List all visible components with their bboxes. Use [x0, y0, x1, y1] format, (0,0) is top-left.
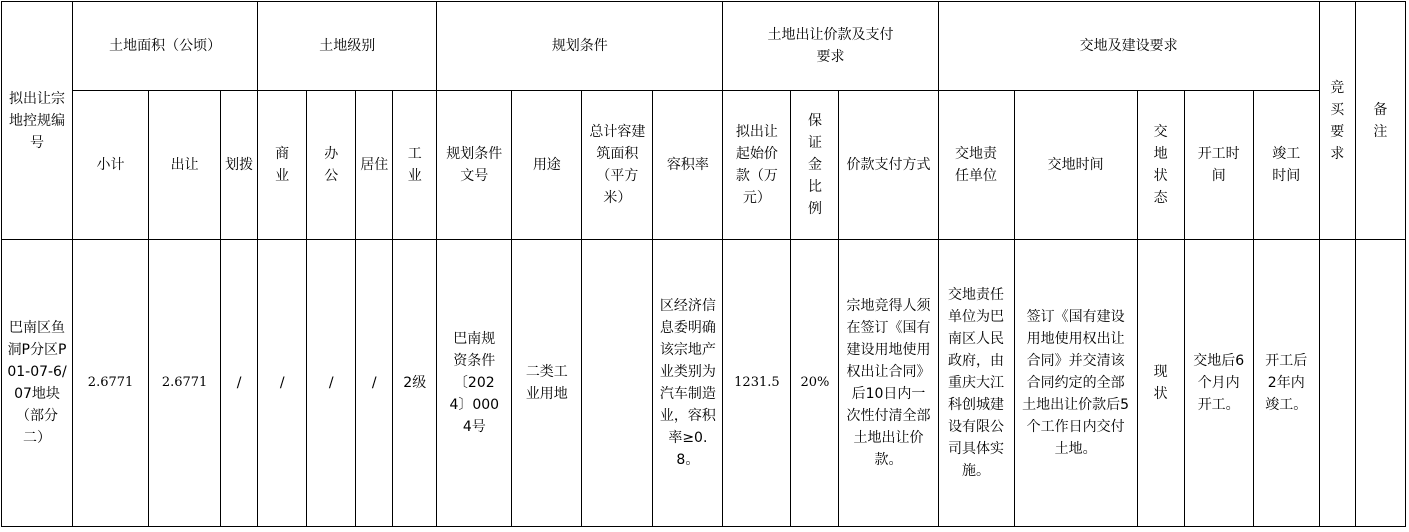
office-cell: / — [307, 240, 356, 527]
deposit-cell: 20% — [791, 240, 839, 527]
header-residential: 居住 — [356, 91, 393, 240]
header-parcel-id: 拟出让宗地控规编号 — [2, 2, 73, 240]
header-industrial: 工业 — [393, 91, 437, 240]
deliv-time-cell: 签订《国有建设用地使用权出让合同》并交清该合同约定的全部土地出让价款后5个工作日内交付土地。 — [1014, 240, 1137, 527]
complete-time-cell: 开工后2年内竣工。 — [1253, 240, 1319, 527]
header-office: 办公 — [307, 91, 356, 240]
residential-cell: / — [356, 240, 393, 527]
header-land-grade: 土地级别 — [258, 2, 437, 91]
allocate-cell: / — [221, 240, 258, 527]
header-resp-unit: 交地责任单位 — [938, 91, 1014, 240]
header-commercial: 商业 — [258, 91, 307, 240]
header-complete-time: 竣工时间 — [1253, 91, 1319, 240]
header-land-area: 土地面积（公顷） — [73, 2, 258, 91]
bidding-cell — [1319, 240, 1355, 527]
header-row-detail — [2, 91, 1406, 240]
header-row-group — [2, 2, 1406, 91]
header-delivery: 交地及建设要求 — [938, 2, 1319, 91]
start-price-cell: 1231.5 — [723, 240, 791, 527]
header-payment: 价款支付方式 — [839, 91, 938, 240]
header-price: 土地出让价款及支付要求 — [723, 2, 938, 91]
header-subtotal: 小计 — [73, 91, 149, 240]
far-cell: 区经济信息委明确该宗地产业类别为汽车制造业，容积率≥0.8。 — [653, 240, 723, 527]
start-time-cell: 交地后6个月内开工。 — [1184, 240, 1253, 527]
gfa-cell — [582, 240, 653, 527]
transfer-cell: 2.6771 — [149, 240, 221, 527]
header-deposit: 保证金比例 — [791, 91, 839, 240]
header-planning: 规划条件 — [437, 2, 723, 91]
usage-cell: 二类工业用地 — [512, 240, 582, 527]
header-far: 容积率 — [653, 91, 723, 240]
plan-doc-cell: 巴南规资条件〔2024〕0004号 — [437, 240, 512, 527]
header-gfa: 总计容建筑面积（平方米） — [582, 91, 653, 240]
payment-cell: 宗地竞得人须在签订《国有建设用地使用权出让合同》后10日内一次性付清全部土地出让价款。 — [839, 240, 938, 527]
resp-unit-cell: 交地责任单位为巴南区人民政府，由重庆大江科创城建设有限公司具体实施。 — [938, 240, 1014, 527]
header-start-time: 开工时间 — [1184, 91, 1253, 240]
land-transfer-table — [1, 1, 1406, 527]
deliv-state-cell: 现状 — [1137, 240, 1184, 527]
table-row — [2, 240, 1406, 527]
header-transfer: 出让 — [149, 91, 221, 240]
industrial-cell: 2级 — [393, 240, 437, 527]
parcel-id-cell: 巴南区鱼洞P分区P01-07-6/07地块（部分二） — [2, 240, 73, 527]
header-deliv-time: 交地时间 — [1014, 91, 1137, 240]
header-bidding: 竞买要求 — [1319, 2, 1355, 240]
header-start-price: 拟出让起始价款（万元） — [723, 91, 791, 240]
header-remarks: 备注 — [1355, 2, 1405, 240]
header-allocate: 划拨 — [221, 91, 258, 240]
header-usage: 用途 — [512, 91, 582, 240]
subtotal-cell: 2.6771 — [73, 240, 149, 527]
header-deliv-state: 交地状态 — [1137, 91, 1184, 240]
commercial-cell: / — [258, 240, 307, 527]
header-plan-doc: 规划条件文号 — [437, 91, 512, 240]
remarks-cell — [1355, 240, 1405, 527]
